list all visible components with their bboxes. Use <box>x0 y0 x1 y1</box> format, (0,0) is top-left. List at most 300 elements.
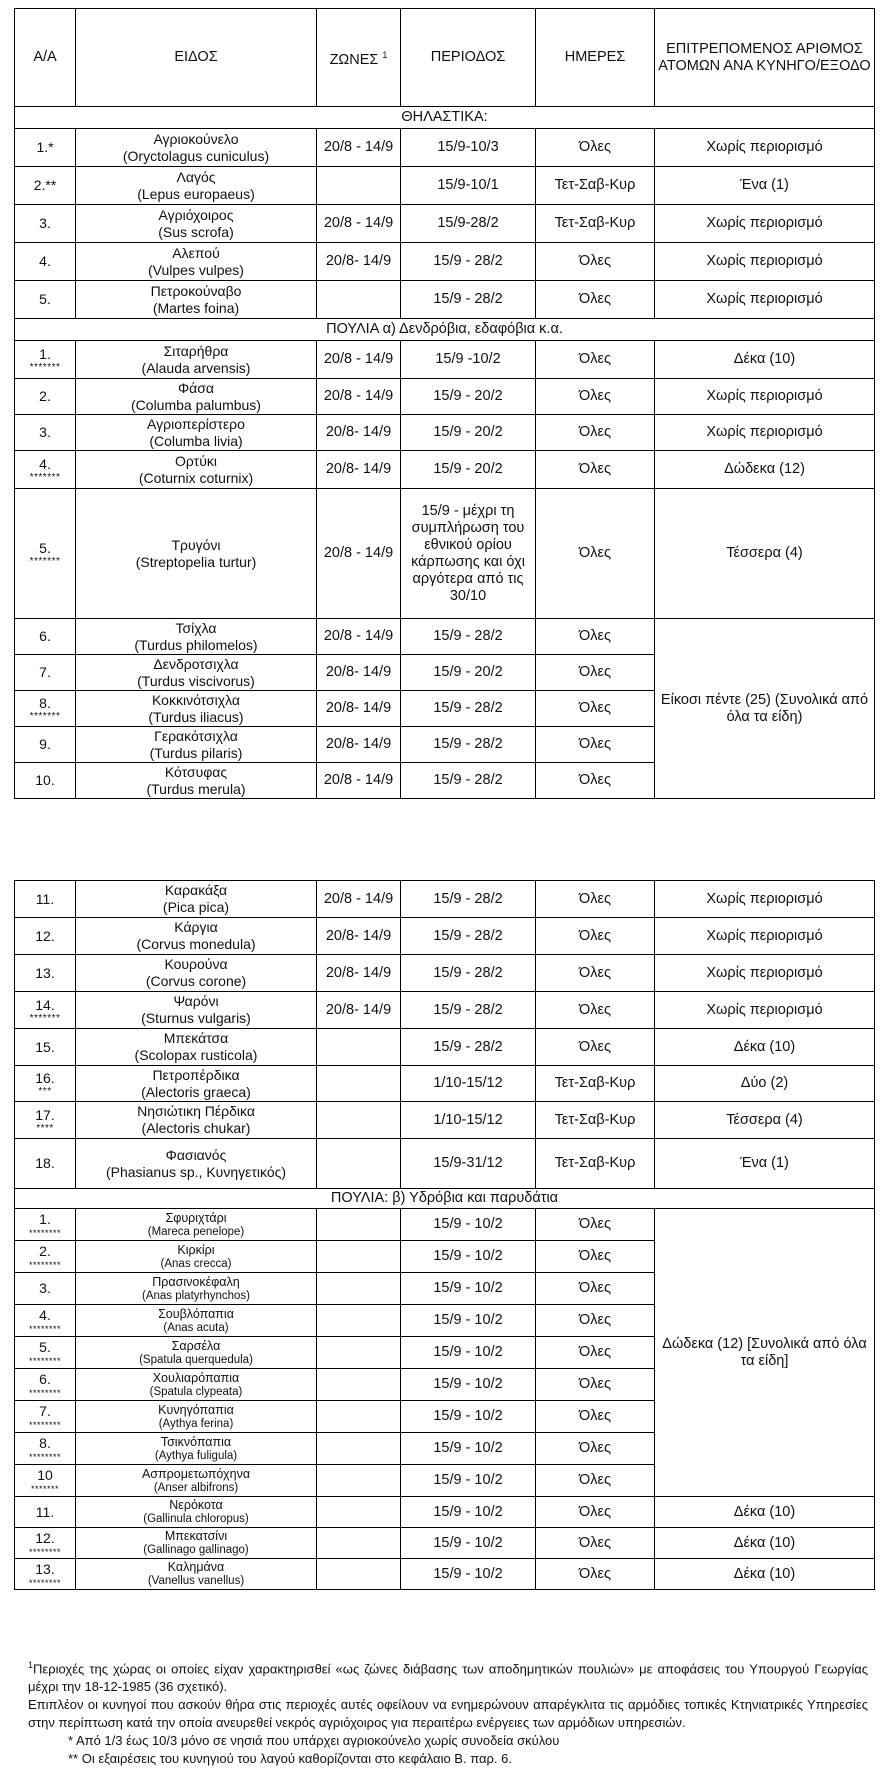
species-scientific-name: (Turdus merula) <box>146 780 246 797</box>
section-title: ΠΟΥΛΙΑ: β) Υδρόβια και παρυδάτια <box>15 1189 875 1209</box>
days-cell: Όλες <box>536 243 655 281</box>
period-cell: 15/9 - 10/2 <box>401 1241 536 1273</box>
row-number: 4. <box>39 1307 51 1323</box>
period-cell: 15/9 - 20/2 <box>401 415 536 451</box>
limit-cell: Δέκα (10) <box>655 1559 875 1590</box>
row-number-cell <box>15 1528 76 1559</box>
period-cell: 15/9 - 20/2 <box>401 451 536 489</box>
days-cell: Όλες <box>536 379 655 415</box>
zones-cell <box>317 1139 401 1189</box>
hunting-table-part-1 <box>14 8 875 799</box>
zones-cell <box>317 1337 401 1369</box>
species-scientific-name: (Vulpes vulpes) <box>148 261 244 278</box>
species-common-name: Ασπρομετωπόχηνα <box>141 1466 251 1481</box>
species-cell <box>76 619 317 655</box>
col-header-num: Α/Α <box>15 9 76 107</box>
days-cell: Όλες <box>536 619 655 655</box>
row-number-cell <box>15 1066 76 1102</box>
row-number-cell <box>15 415 76 451</box>
row-stars: **** <box>36 1122 54 1134</box>
species-cell <box>76 992 317 1029</box>
limit-cell-merged: Δώδεκα (12) [Συνολικά από όλα τα είδη] <box>655 1209 875 1497</box>
row-number-cell <box>15 1401 76 1433</box>
species-cell <box>76 691 317 727</box>
period-cell: 15/9 - 10/2 <box>401 1559 536 1590</box>
species-cell <box>76 1029 317 1066</box>
period-cell: 15/9 - 10/2 <box>401 1337 536 1369</box>
row-stars: ******** <box>28 1577 62 1588</box>
zones-cell: 20/8- 14/9 <box>317 451 401 489</box>
limit-cell: Χωρίς περιορισμό <box>655 379 875 415</box>
row-number: 12. <box>35 1529 55 1546</box>
zones-cell <box>317 1433 401 1465</box>
period-cell: 15/9 - 10/2 <box>401 1433 536 1465</box>
species-cell <box>76 1273 317 1305</box>
row-number-cell <box>15 727 76 763</box>
row-number-cell <box>15 1241 76 1273</box>
limit-cell: Δύο (2) <box>655 1066 875 1102</box>
row-number-cell <box>15 1209 76 1241</box>
species-scientific-name: (Sus scrofa) <box>158 223 234 240</box>
row-stars: ******** <box>28 1324 62 1334</box>
period-cell: 15/9 - 28/2 <box>401 727 536 763</box>
zones-cell <box>317 1102 401 1139</box>
period-cell: 15/9 - 28/2 <box>401 918 536 955</box>
limit-cell: Χωρίς περιορισμό <box>655 281 875 319</box>
zones-cell <box>317 1241 401 1273</box>
row-number-cell <box>15 489 76 619</box>
table-row <box>15 281 875 319</box>
table-row <box>15 379 875 415</box>
table-row <box>15 1139 875 1189</box>
zones-cell: 20/8 - 14/9 <box>317 489 401 619</box>
days-cell: Όλες <box>536 1029 655 1066</box>
days-cell: Όλες <box>536 955 655 992</box>
row-number: 3. <box>39 1280 51 1296</box>
row-number: 15. <box>35 1038 55 1055</box>
table-row <box>15 918 875 955</box>
days-cell: Όλες <box>536 489 655 619</box>
row-number: 12. <box>35 927 55 944</box>
zones-header-label: ΖΩΝΕΣ <box>329 51 379 68</box>
period-cell: 15/9 - 28/2 <box>401 243 536 281</box>
row-number-cell <box>15 881 76 918</box>
days-cell: Όλες <box>536 918 655 955</box>
zones-cell <box>317 1369 401 1401</box>
row-number: 4. <box>39 456 51 472</box>
row-number: 5. <box>39 540 51 556</box>
species-cell <box>76 955 317 992</box>
species-scientific-name: (Turdus iliacus) <box>148 708 244 725</box>
days-cell: Όλες <box>536 1337 655 1369</box>
limit-cell: Χωρίς περιορισμό <box>655 415 875 451</box>
row-number-cell <box>15 655 76 691</box>
species-common-name: Σιταρήθρα <box>163 342 229 359</box>
period-cell: 15/9-10/3 <box>401 129 536 167</box>
row-number-cell <box>15 918 76 955</box>
species-scientific-name: (Alauda arvensis) <box>141 359 251 376</box>
limit-cell: Χωρίς περιορισμό <box>655 955 875 992</box>
period-cell: 15/9 - 10/2 <box>401 1273 536 1305</box>
table-row <box>15 1029 875 1066</box>
days-cell: Όλες <box>536 415 655 451</box>
period-cell: 15/9 - 28/2 <box>401 281 536 319</box>
footnotes <box>28 1656 868 1768</box>
row-number: 14. <box>35 996 55 1013</box>
days-cell: Όλες <box>536 1433 655 1465</box>
period-cell: 15/9 - 28/2 <box>401 691 536 727</box>
row-number-cell <box>15 1433 76 1465</box>
species-cell <box>76 415 317 451</box>
row-number-cell <box>15 1139 76 1189</box>
species-common-name: Λαγός <box>176 168 216 185</box>
limit-cell: Ένα (1) <box>655 167 875 205</box>
section-title: ΠΟΥΛΙΑ α) Δενδρόβια, εδαφόβια κ.α. <box>15 319 875 341</box>
period-cell: 15/9 -10/2 <box>401 341 536 379</box>
row-stars: ******** <box>28 1420 62 1430</box>
table-row <box>15 992 875 1029</box>
zones-cell <box>317 1209 401 1241</box>
species-common-name: Κοκκινότσιχλα <box>152 691 240 708</box>
species-common-name: Σουβλόπαπια <box>158 1306 234 1321</box>
zones-cell <box>317 1559 401 1590</box>
species-common-name: Σφυριχτάρι <box>165 1210 227 1225</box>
zones-cell <box>317 1528 401 1559</box>
zones-cell <box>317 1305 401 1337</box>
footnote-rabbit: * Από 1/3 έως 10/3 μόνο σε νησιά που υπάρχει αγριοκούνελο χωρίς συνοδεία σκύλου <box>68 1733 560 1749</box>
period-cell: 1/10-15/12 <box>401 1102 536 1139</box>
species-cell <box>76 1209 317 1241</box>
limit-cell: Δέκα (10) <box>655 1528 875 1559</box>
row-number-cell <box>15 1305 76 1337</box>
species-common-name: Πετροκούναβο <box>150 282 242 299</box>
row-number: 2. <box>39 1243 51 1259</box>
zones-cell <box>317 1465 401 1497</box>
table-row <box>15 205 875 243</box>
row-number: 6. <box>39 628 51 644</box>
species-scientific-name: (Aythya ferina) <box>158 1417 234 1430</box>
row-number: 9. <box>39 736 51 752</box>
row-number-cell <box>15 379 76 415</box>
species-cell <box>76 918 317 955</box>
row-number: 6. <box>39 1371 51 1387</box>
period-cell: 15/9 - 20/2 <box>401 379 536 415</box>
species-scientific-name: (Scolopax rusticola) <box>134 1047 258 1063</box>
zones-cell: 20/8- 14/9 <box>317 727 401 763</box>
row-number: 11. <box>35 890 55 907</box>
col-header-species: ΕΙΔΟΣ <box>76 9 317 107</box>
row-number: 2. <box>39 388 51 404</box>
row-number-cell <box>15 1102 76 1139</box>
section-row <box>15 1189 875 1209</box>
period-cell: 15/9 - 28/2 <box>401 881 536 918</box>
days-cell: Όλες <box>536 1273 655 1305</box>
days-cell: Όλες <box>536 1528 655 1559</box>
species-cell <box>76 1433 317 1465</box>
col-header-limit: ΕΠΙΤΡΕΠΟΜΕΝΟΣ ΑΡΙΘΜΟΣ ΑΤΟΜΩΝ ΑΝΑ ΚΥΝΗΓΟ/ΕΞΟΔΟ <box>655 9 875 107</box>
species-cell <box>76 727 317 763</box>
limit-cell: Χωρίς περιορισμό <box>655 129 875 167</box>
row-number-cell <box>15 1273 76 1305</box>
species-cell <box>76 341 317 379</box>
period-cell: 15/9 - 28/2 <box>401 763 536 799</box>
species-cell <box>76 243 317 281</box>
species-common-name: Καρακάξα <box>164 882 228 898</box>
limit-cell: Δώδεκα (12) <box>655 451 875 489</box>
zones-cell: 20/8- 14/9 <box>317 691 401 727</box>
zones-cell <box>317 1497 401 1528</box>
species-cell <box>76 205 317 243</box>
species-cell <box>76 451 317 489</box>
row-number-cell <box>15 129 76 167</box>
row-number: 7. <box>39 664 51 680</box>
zones-cell: 20/8- 14/9 <box>317 415 401 451</box>
species-scientific-name: (Columba livia) <box>149 432 243 449</box>
species-scientific-name: (Spatula clypeata) <box>149 1385 243 1398</box>
period-cell: 15/9 - 28/2 <box>401 1029 536 1066</box>
table-row <box>15 415 875 451</box>
section-row <box>15 107 875 129</box>
table-row <box>15 341 875 379</box>
species-common-name: Τσικνόπαπια <box>160 1434 232 1449</box>
days-cell: Τετ-Σαβ-Κυρ <box>536 1139 655 1189</box>
species-scientific-name: (Spatula querquedula) <box>139 1353 253 1366</box>
species-scientific-name: (Anser albifrons) <box>153 1481 239 1494</box>
zones-cell <box>317 281 401 319</box>
species-cell <box>76 1401 317 1433</box>
species-cell <box>76 489 317 619</box>
period-cell: 1/10-15/12 <box>401 1066 536 1102</box>
species-cell <box>76 763 317 799</box>
species-common-name: Μπεκατσίνι <box>164 1529 228 1543</box>
species-scientific-name: (Gallinago gallinago) <box>143 1544 249 1556</box>
days-cell: Όλες <box>536 1305 655 1337</box>
species-cell <box>76 1559 317 1590</box>
species-common-name: Σαρσέλα <box>171 1338 221 1353</box>
row-stars: ******* <box>29 711 61 722</box>
species-common-name: Φασιανός <box>165 1146 227 1163</box>
footnote-zones-text: Περιοχές της χώρας οι οποίες είχαν χαρακτηρισθεί «ως ζώνες διάβασης των αποδημητικών πουλιών» με αποφάσεις του Υπουργού Γεωργίας μέχρι την 18-12-1985 (36 σχετικό). <box>28 1661 868 1695</box>
species-common-name: Πετροπέρδικα <box>152 1066 240 1083</box>
species-cell <box>76 881 317 918</box>
species-common-name: Γερακότσιχλα <box>154 727 238 744</box>
row-number-cell <box>15 205 76 243</box>
species-cell <box>76 1369 317 1401</box>
row-stars: ******** <box>28 1388 62 1398</box>
zones-cell: 20/8 - 14/9 <box>317 205 401 243</box>
row-number: 3. <box>39 215 51 231</box>
species-common-name: Φάσα <box>178 379 214 396</box>
species-common-name: Ψαρόνι <box>173 993 219 1009</box>
limit-cell: Δέκα (10) <box>655 1029 875 1066</box>
row-number-cell <box>15 1497 76 1528</box>
species-common-name: Αγριόχοιρος <box>158 206 234 223</box>
section-row <box>15 319 875 341</box>
table-row <box>15 167 875 205</box>
table-row <box>15 1528 875 1559</box>
limit-cell: Χωρίς περιορισμό <box>655 205 875 243</box>
period-cell: 15/9 - 28/2 <box>401 955 536 992</box>
row-number: 10. <box>35 772 55 788</box>
table-row <box>15 1209 875 1241</box>
section-title: ΘΗΛΑΣΤΙΚΑ: <box>15 107 875 129</box>
days-cell: Όλες <box>536 1559 655 1590</box>
days-cell: Όλες <box>536 1401 655 1433</box>
table-row <box>15 243 875 281</box>
species-cell <box>76 1465 317 1497</box>
row-stars: ******* <box>30 1484 60 1494</box>
col-header-zones <box>317 9 401 107</box>
species-scientific-name: (Gallinula chloropus) <box>143 1513 249 1525</box>
limit-cell: Δέκα (10) <box>655 1497 875 1528</box>
species-scientific-name: (Coturnix coturnix) <box>138 469 254 486</box>
row-number: 1.* <box>36 139 54 155</box>
species-scientific-name: (Mareca penelope) <box>147 1225 245 1238</box>
table-row <box>15 129 875 167</box>
limit-cell: Ένα (1) <box>655 1139 875 1189</box>
header-row <box>15 9 875 107</box>
period-cell: 15/9-28/2 <box>401 205 536 243</box>
days-cell: Όλες <box>536 129 655 167</box>
zones-cell <box>317 1066 401 1102</box>
table-row <box>15 1559 875 1590</box>
days-cell: Όλες <box>536 727 655 763</box>
row-number-cell <box>15 1337 76 1369</box>
species-common-name: Αγριοκούνελο <box>153 130 239 147</box>
species-common-name: Καλημάνα <box>167 1560 225 1574</box>
row-number-cell <box>15 243 76 281</box>
species-common-name: Κουρούνα <box>164 956 228 972</box>
days-cell: Όλες <box>536 1465 655 1497</box>
species-cell <box>76 281 317 319</box>
species-scientific-name: (Pica pica) <box>162 899 230 915</box>
species-common-name: Νησιώτικη Πέρδικα <box>137 1103 255 1119</box>
limit-cell: Τέσσερα (4) <box>655 489 875 619</box>
species-scientific-name: (Aythya fuligula) <box>154 1449 238 1462</box>
days-cell: Όλες <box>536 1241 655 1273</box>
row-number-cell <box>15 341 76 379</box>
species-cell <box>76 1497 317 1528</box>
species-common-name: Δενδροτσιχλα <box>153 655 239 672</box>
row-number-cell <box>15 451 76 489</box>
period-cell: 15/9 - 10/2 <box>401 1369 536 1401</box>
zones-cell <box>317 167 401 205</box>
table-row <box>15 1066 875 1102</box>
period-cell: 15/9 - μέχρι τη συμπλήρωση του εθνικού ορίου κάρπωσης και όχι αργότερα από τις 30/10 <box>401 489 536 619</box>
days-cell: Τετ-Σαβ-Κυρ <box>536 1102 655 1139</box>
period-cell: 15/9 - 28/2 <box>401 992 536 1029</box>
days-cell: Όλες <box>536 1497 655 1528</box>
species-cell <box>76 167 317 205</box>
table-row <box>15 881 875 918</box>
species-scientific-name: (Anas platyrhynchos) <box>141 1289 251 1302</box>
period-cell: 15/9 - 10/2 <box>401 1465 536 1497</box>
species-common-name: Κάργια <box>174 919 218 935</box>
row-number-cell <box>15 167 76 205</box>
species-common-name: Ορτύκι <box>175 452 217 469</box>
table-row <box>15 1102 875 1139</box>
row-number: 1. <box>39 346 51 362</box>
species-cell <box>76 1102 317 1139</box>
zones-cell: 20/8- 14/9 <box>317 655 401 691</box>
period-cell: 15/9 - 10/2 <box>401 1401 536 1433</box>
row-number: 16. <box>35 1070 55 1086</box>
species-common-name: Χουλιαρόπαπια <box>152 1370 240 1385</box>
zones-cell: 20/8 - 14/9 <box>317 129 401 167</box>
species-common-name: Μπεκάτσα <box>163 1030 229 1046</box>
species-scientific-name: (Anas acuta) <box>163 1321 229 1334</box>
species-common-name: Πρασινοκέφαλη <box>152 1274 240 1289</box>
days-cell: Όλες <box>536 451 655 489</box>
species-cell <box>76 1139 317 1189</box>
species-common-name: Αγριοπερίστερο <box>147 415 245 432</box>
row-number: 4. <box>39 253 51 269</box>
row-stars: *** <box>38 1086 52 1097</box>
species-scientific-name: (Lepus europaeus) <box>137 185 255 202</box>
zones-cell: 20/8 - 14/9 <box>317 341 401 379</box>
row-number: 17. <box>35 1106 55 1123</box>
table-row <box>15 955 875 992</box>
row-stars: ******** <box>28 1546 62 1557</box>
zones-cell <box>317 1273 401 1305</box>
days-cell: Όλες <box>536 1369 655 1401</box>
period-cell: 15/9 - 10/2 <box>401 1497 536 1528</box>
row-stars: ******* <box>29 362 61 373</box>
table-row <box>15 1497 875 1528</box>
days-cell: Όλες <box>536 341 655 379</box>
limit-cell-merged: Είκοσι πέντε (25) (Συνολικά από όλα τα είδη) <box>655 619 875 799</box>
row-number-cell <box>15 763 76 799</box>
species-cell <box>76 655 317 691</box>
row-number: 7. <box>39 1403 51 1419</box>
period-cell: 15/9 - 28/2 <box>401 619 536 655</box>
row-stars: ******* <box>29 1012 61 1024</box>
row-number: 8. <box>39 1435 51 1451</box>
species-common-name: Τρυγόνι <box>171 536 221 553</box>
species-cell <box>76 1241 317 1273</box>
species-common-name: Κότσυφας <box>164 763 228 780</box>
days-cell: Όλες <box>536 655 655 691</box>
species-scientific-name: (Streptopelia turtur) <box>135 553 257 570</box>
row-number-cell <box>15 1029 76 1066</box>
limit-cell: Χωρίς περιορισμό <box>655 243 875 281</box>
row-number-cell <box>15 691 76 727</box>
species-cell <box>76 1066 317 1102</box>
row-number-cell <box>15 281 76 319</box>
species-scientific-name: (Turdus viscivorus) <box>137 672 255 689</box>
species-scientific-name: (Alectoris graeca) <box>141 1083 251 1100</box>
species-scientific-name: (Martes foina) <box>152 299 240 316</box>
zones-cell: 20/8- 14/9 <box>317 243 401 281</box>
period-cell: 15/9-10/1 <box>401 167 536 205</box>
species-cell <box>76 1305 317 1337</box>
row-number: 18. <box>35 1155 55 1171</box>
species-scientific-name: (Corvus corone) <box>145 973 247 989</box>
row-stars: ******** <box>28 1452 62 1462</box>
footnote-zones-mark: 1 <box>28 1660 34 1670</box>
species-cell <box>76 1337 317 1369</box>
species-common-name: Νερόκοτα <box>169 1498 223 1512</box>
days-cell: Όλες <box>536 763 655 799</box>
zones-cell: 20/8- 14/9 <box>317 992 401 1029</box>
limit-cell: Δέκα (10) <box>655 341 875 379</box>
period-cell: 15/9-31/12 <box>401 1139 536 1189</box>
days-cell: Όλες <box>536 281 655 319</box>
zones-cell: 20/8- 14/9 <box>317 955 401 992</box>
species-scientific-name: (Columba palumbus) <box>131 396 261 413</box>
days-cell: Όλες <box>536 1209 655 1241</box>
limit-cell: Χωρίς περιορισμό <box>655 918 875 955</box>
